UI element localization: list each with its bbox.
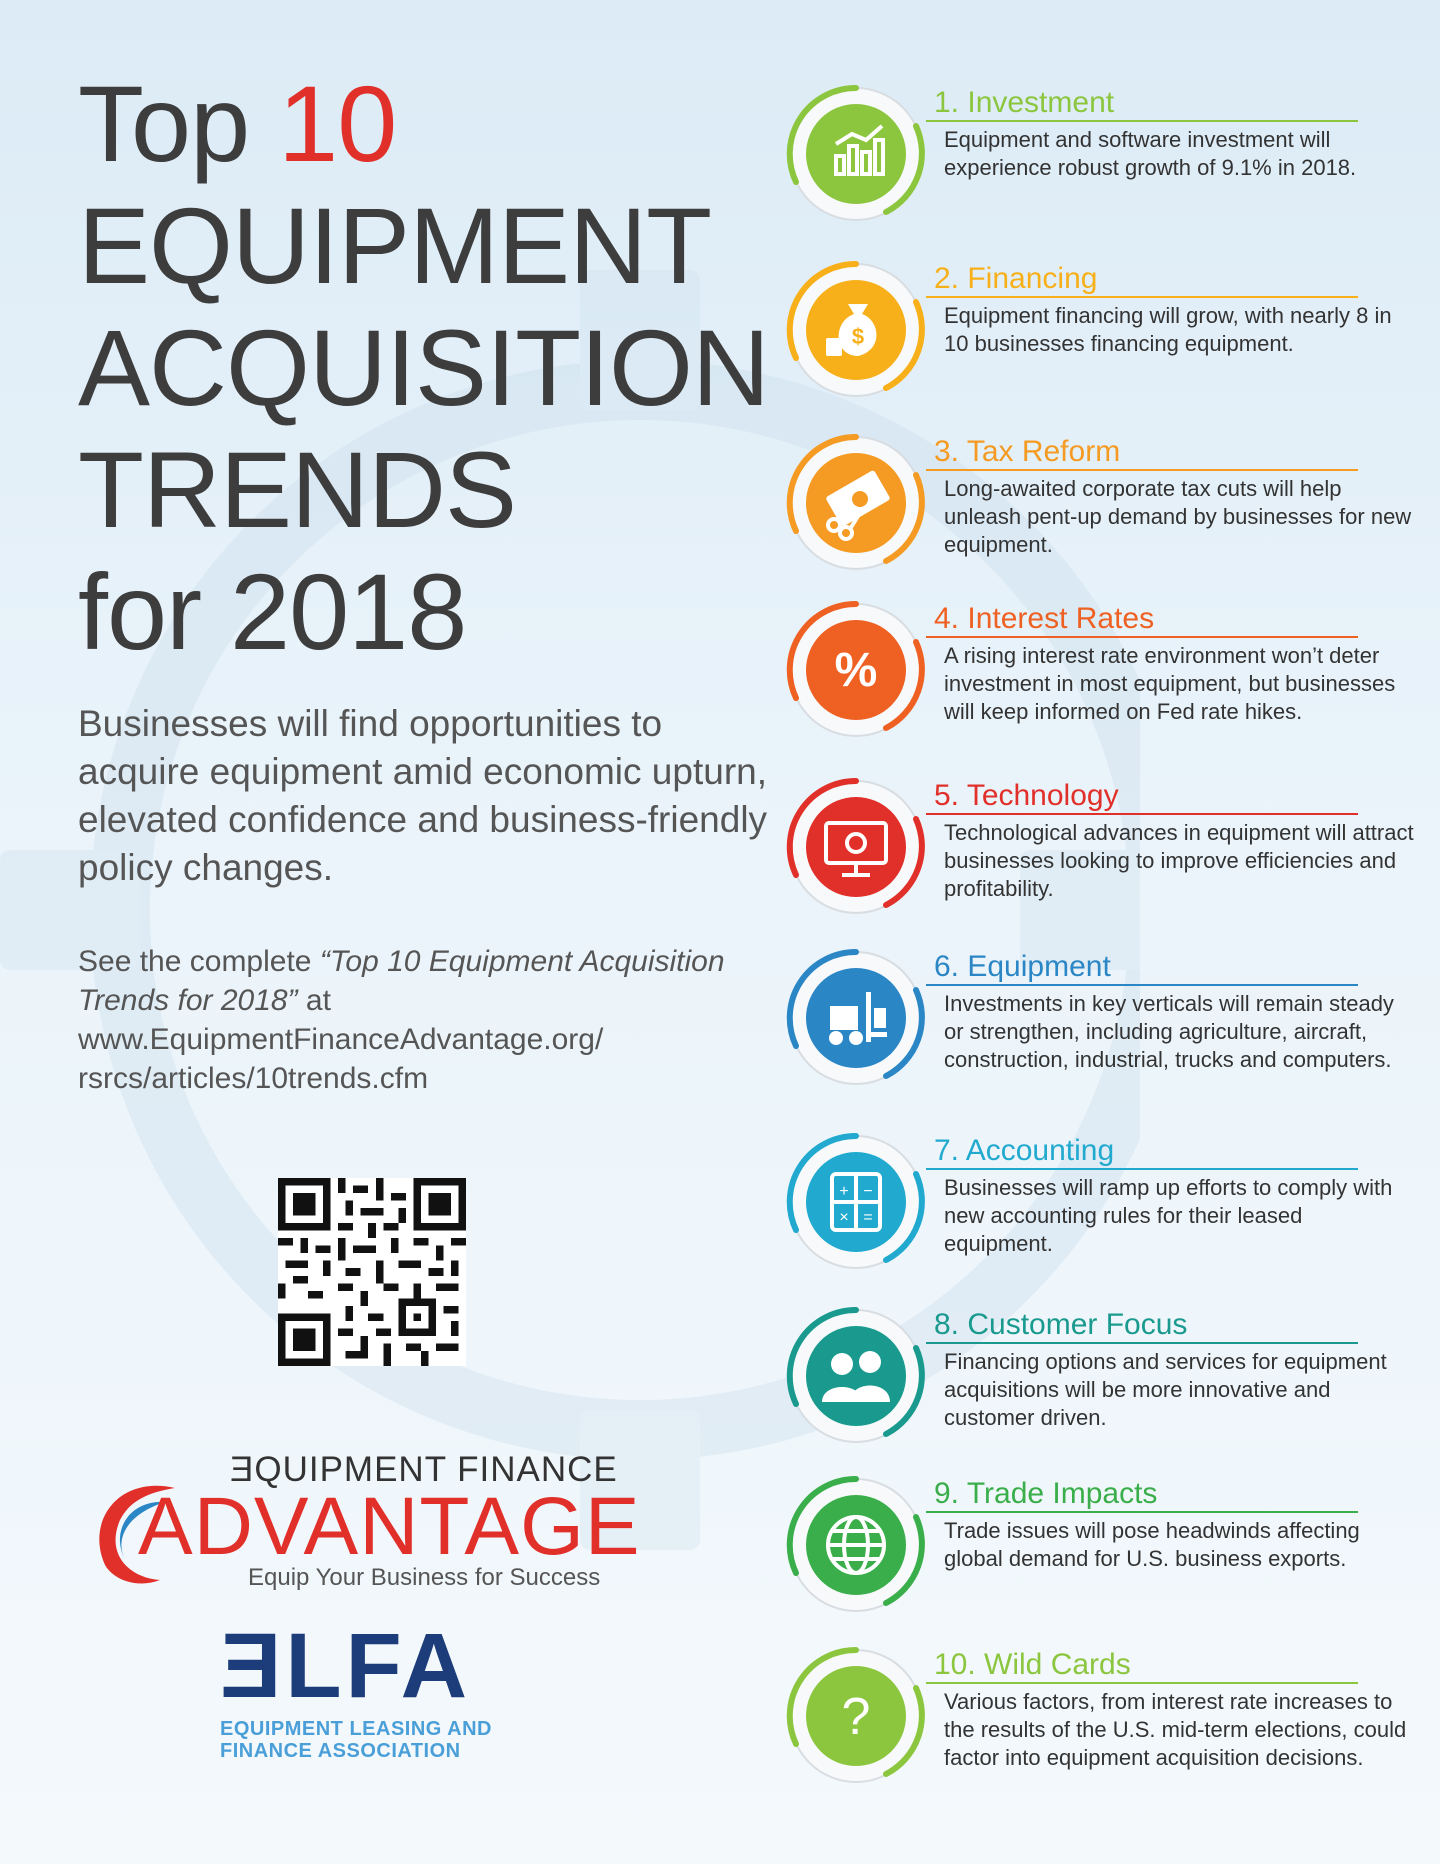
trend-heading: 6. Equipment — [934, 950, 1111, 983]
trend-description: Businesses will ramp up efforts to comply with new accounting rules for their leased equipment. — [944, 1175, 1393, 1256]
trend-heading: 3. Tax Reform — [934, 435, 1121, 468]
svg-text:?: ? — [841, 1688, 871, 1746]
trend-heading: 4. Interest Rates — [934, 602, 1155, 635]
report-url-link[interactable]: www.EquipmentFinanceAdvantage.org/ rsrcs/articles/10trends.cfm — [78, 1023, 604, 1095]
trend-item — [786, 1306, 1426, 1466]
trend-item — [786, 260, 1426, 420]
svg-text:=: = — [863, 1209, 873, 1226]
subtitle: Businesses will find opportunities to acquire equipment amid economic upturn, elevated confidence and business-friendly policy changes. — [78, 703, 768, 888]
bar-chart-icon — [786, 84, 926, 224]
see-more-text — [78, 942, 758, 1098]
trend-badge — [786, 433, 926, 573]
trend-description: Long-awaited corporate tax cuts will help unleash pent-up demand by businesses for new equipment. — [944, 476, 1412, 557]
qr-code[interactable] — [278, 1178, 466, 1366]
trend-heading: 2. Financing — [934, 262, 1098, 295]
elfa-logo-line2: FINANCE ASSOCIATION — [220, 1740, 461, 1762]
trend-item — [786, 777, 1426, 937]
trend-item — [786, 1132, 1426, 1292]
trend-description: Various factors, from interest rate increases to the results of the U.S. mid-term elections, could factor into equipment acquisition decisions. — [944, 1689, 1407, 1770]
see-more-mid: at — [297, 984, 331, 1017]
svg-text:+: + — [839, 1183, 849, 1200]
trend-badge — [786, 777, 926, 917]
monitor-gear-icon — [786, 777, 926, 917]
trend-divider — [926, 120, 1358, 122]
trend-badge — [786, 600, 926, 740]
calculator-icon — [786, 1132, 926, 1272]
trend-heading: 10. Wild Cards — [934, 1648, 1131, 1681]
equipment-finance-advantage-logo — [80, 1450, 641, 1600]
trend-description: Financing options and services for equipment acquisitions will be more innovative and customer driven. — [944, 1349, 1387, 1430]
trend-badge — [786, 1646, 926, 1786]
trend-heading: 5. Technology — [934, 779, 1119, 812]
trend-divider — [926, 469, 1358, 471]
trend-divider — [926, 813, 1358, 815]
trend-badge — [786, 1132, 926, 1272]
trend-item — [786, 1646, 1426, 1806]
trend-divider — [926, 296, 1358, 298]
trend-description: A rising interest rate environment won’t deter investment in most equipment, but businesses will keep informed on Fed rate hikes. — [944, 643, 1396, 724]
people-icon — [786, 1306, 926, 1446]
trend-description: Trade issues will pose headwinds affecting global demand for U.S. business exports. — [944, 1518, 1360, 1571]
trend-item — [786, 1475, 1426, 1635]
trend-badge — [786, 1475, 926, 1615]
trend-badge — [786, 1306, 926, 1446]
trend-heading: 8. Customer Focus — [934, 1308, 1188, 1341]
title-prefix: Top — [78, 63, 279, 184]
see-more-prefix: See the complete — [78, 945, 320, 978]
trend-divider — [926, 1511, 1358, 1513]
page-title — [78, 63, 770, 672]
trend-description: Equipment and software investment will experience robust growth of 9.1% in 2018. — [944, 127, 1357, 180]
forklift-icon — [786, 948, 926, 1088]
title-line-trends: TRENDS — [78, 429, 517, 550]
trend-item — [786, 600, 1426, 760]
elfa-logo — [220, 1615, 520, 1762]
trend-item — [786, 433, 1426, 593]
scissors-cash-icon — [786, 433, 926, 573]
efa-logo-tagline: Equip Your Business for Success — [248, 1564, 601, 1591]
efa-logo-main-text: ADVANTAGE — [138, 1481, 641, 1572]
trend-divider — [926, 1342, 1358, 1344]
trend-divider — [926, 1168, 1358, 1170]
trend-item — [786, 948, 1426, 1108]
title-line-equipment: EQUIPMENT — [78, 185, 712, 306]
trend-item — [786, 84, 1426, 244]
trend-divider — [926, 636, 1358, 638]
trend-badge — [786, 948, 926, 1088]
trend-description: Technological advances in equipment will attract businesses looking to improve efficiencies and profitability. — [944, 820, 1414, 901]
title-line-acquisition: ACQUISITION — [78, 307, 770, 428]
trend-heading: 7. Accounting — [934, 1134, 1115, 1167]
title-line-year: for 2018 — [78, 551, 467, 672]
report-title: “Top 10 Equipment Acquisition Trends for 2018” — [78, 945, 725, 1017]
efa-logo-top-text: ƎQUIPMENT FINANCE — [230, 1450, 618, 1489]
elfa-logo-name: ƎLFA — [220, 1615, 472, 1717]
elfa-logo-line1: EQUIPMENT LEASING AND — [220, 1718, 492, 1740]
question-icon — [786, 1646, 926, 1786]
svg-text:−: − — [863, 1183, 873, 1200]
trend-heading: 9. Trade Impacts — [934, 1477, 1158, 1510]
trend-heading: 1. Investment — [934, 86, 1115, 119]
svg-text:$: $ — [851, 324, 865, 349]
money-bag-icon — [786, 260, 926, 400]
percent-icon — [786, 600, 926, 740]
title-number: 10 — [278, 63, 397, 184]
trend-divider — [926, 984, 1358, 986]
trend-badge — [786, 260, 926, 400]
trend-divider — [926, 1682, 1358, 1684]
trend-description: Investments in key verticals will remain steady or strengthen, including agriculture, aircraft, construction, industrial, trucks and computers. — [944, 991, 1394, 1072]
svg-text:%: % — [834, 644, 878, 697]
trend-description: Equipment financing will grow, with nearly 8 in 10 businesses financing equipment. — [944, 303, 1392, 356]
trend-badge — [786, 84, 926, 224]
globe-icon — [786, 1475, 926, 1615]
svg-text:×: × — [839, 1209, 849, 1226]
